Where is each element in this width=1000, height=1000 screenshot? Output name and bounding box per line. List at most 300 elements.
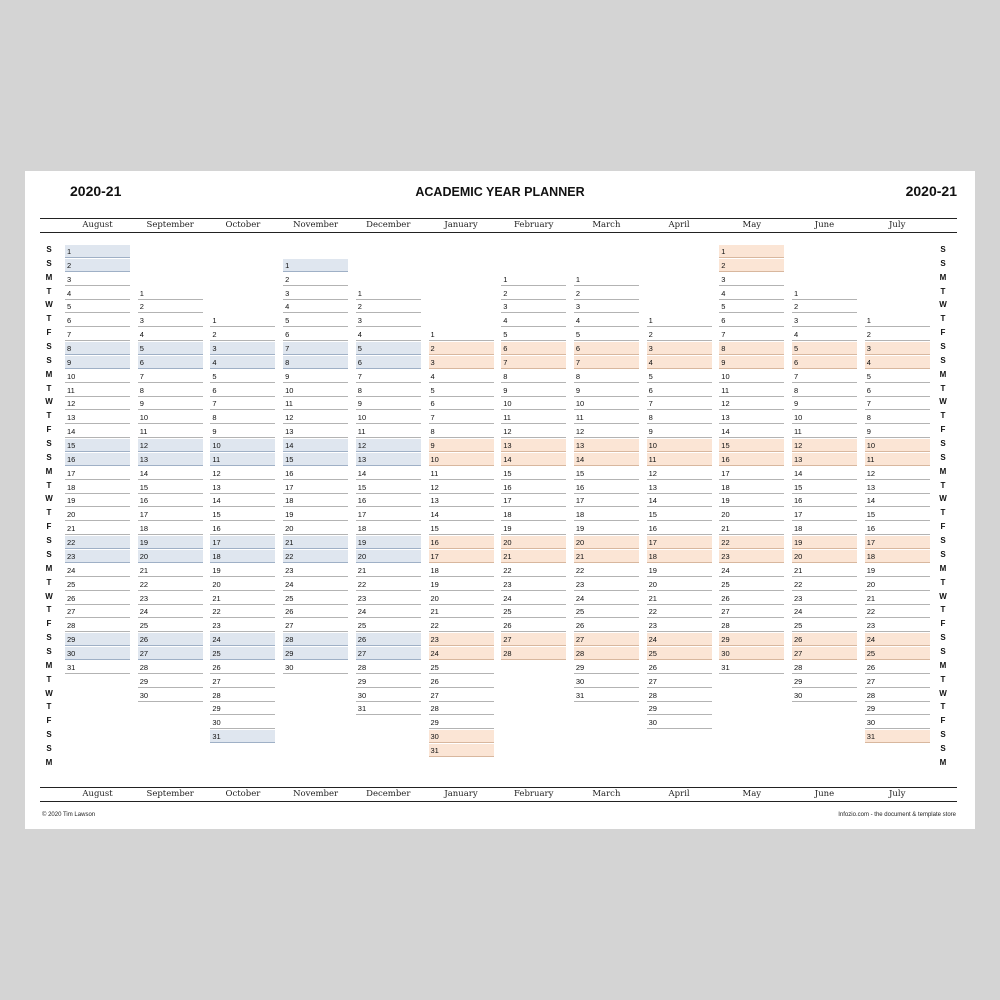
day-cell-september-26[interactable]: 26 bbox=[138, 633, 203, 646]
day-cell-may-2[interactable]: 2 bbox=[719, 259, 784, 272]
day-cell-november-4[interactable]: 4 bbox=[283, 300, 348, 313]
day-cell-november-7[interactable]: 7 bbox=[283, 342, 348, 355]
day-cell-april-5[interactable]: 5 bbox=[647, 370, 712, 383]
day-cell-may-24[interactable]: 24 bbox=[719, 564, 784, 577]
day-cell-october-24[interactable]: 24 bbox=[210, 633, 275, 646]
day-cell-march-29[interactable]: 29 bbox=[574, 661, 639, 674]
day-cell-april-19[interactable]: 19 bbox=[647, 564, 712, 577]
day-cell-april-14[interactable]: 14 bbox=[647, 494, 712, 507]
day-cell-may-17[interactable]: 17 bbox=[719, 467, 784, 480]
day-cell-july-31[interactable]: 31 bbox=[865, 730, 930, 743]
day-cell-december-12[interactable]: 12 bbox=[356, 439, 421, 452]
day-cell-february-2[interactable]: 2 bbox=[501, 287, 566, 300]
day-cell-december-2[interactable]: 2 bbox=[356, 300, 421, 313]
day-cell-november-21[interactable]: 21 bbox=[283, 536, 348, 549]
day-cell-july-3[interactable]: 3 bbox=[865, 342, 930, 355]
day-cell-january-10[interactable]: 10 bbox=[429, 453, 494, 466]
day-cell-august-24[interactable]: 24 bbox=[65, 564, 130, 577]
day-cell-may-23[interactable]: 23 bbox=[719, 550, 784, 563]
day-cell-august-19[interactable]: 19 bbox=[65, 494, 130, 507]
day-cell-february-23[interactable]: 23 bbox=[501, 578, 566, 591]
day-cell-april-22[interactable]: 22 bbox=[647, 605, 712, 618]
day-cell-august-7[interactable]: 7 bbox=[65, 328, 130, 341]
day-cell-april-21[interactable]: 21 bbox=[647, 592, 712, 605]
day-cell-january-21[interactable]: 21 bbox=[429, 605, 494, 618]
day-cell-august-27[interactable]: 27 bbox=[65, 605, 130, 618]
day-cell-january-28[interactable]: 28 bbox=[429, 702, 494, 715]
day-cell-october-26[interactable]: 26 bbox=[210, 661, 275, 674]
day-cell-september-23[interactable]: 23 bbox=[138, 592, 203, 605]
day-cell-august-5[interactable]: 5 bbox=[65, 300, 130, 313]
day-cell-february-14[interactable]: 14 bbox=[501, 453, 566, 466]
day-cell-november-24[interactable]: 24 bbox=[283, 578, 348, 591]
day-cell-december-19[interactable]: 19 bbox=[356, 536, 421, 549]
day-cell-august-15[interactable]: 15 bbox=[65, 439, 130, 452]
day-cell-november-14[interactable]: 14 bbox=[283, 439, 348, 452]
day-cell-july-11[interactable]: 11 bbox=[865, 453, 930, 466]
day-cell-january-6[interactable]: 6 bbox=[429, 397, 494, 410]
day-cell-january-7[interactable]: 7 bbox=[429, 411, 494, 424]
day-cell-march-1[interactable]: 1 bbox=[574, 273, 639, 286]
day-cell-march-25[interactable]: 25 bbox=[574, 605, 639, 618]
day-cell-june-23[interactable]: 23 bbox=[792, 592, 857, 605]
day-cell-august-4[interactable]: 4 bbox=[65, 287, 130, 300]
day-cell-december-17[interactable]: 17 bbox=[356, 508, 421, 521]
day-cell-september-2[interactable]: 2 bbox=[138, 300, 203, 313]
day-cell-july-29[interactable]: 29 bbox=[865, 702, 930, 715]
day-cell-december-3[interactable]: 3 bbox=[356, 314, 421, 327]
day-cell-september-8[interactable]: 8 bbox=[138, 384, 203, 397]
day-cell-may-1[interactable]: 1 bbox=[719, 245, 784, 258]
day-cell-september-7[interactable]: 7 bbox=[138, 370, 203, 383]
day-cell-november-13[interactable]: 13 bbox=[283, 425, 348, 438]
day-cell-august-22[interactable]: 22 bbox=[65, 536, 130, 549]
day-cell-july-26[interactable]: 26 bbox=[865, 661, 930, 674]
day-cell-december-30[interactable]: 30 bbox=[356, 689, 421, 702]
day-cell-july-16[interactable]: 16 bbox=[865, 522, 930, 535]
day-cell-march-5[interactable]: 5 bbox=[574, 328, 639, 341]
day-cell-july-7[interactable]: 7 bbox=[865, 397, 930, 410]
day-cell-april-10[interactable]: 10 bbox=[647, 439, 712, 452]
day-cell-october-12[interactable]: 12 bbox=[210, 467, 275, 480]
day-cell-december-21[interactable]: 21 bbox=[356, 564, 421, 577]
day-cell-december-9[interactable]: 9 bbox=[356, 397, 421, 410]
day-cell-january-3[interactable]: 3 bbox=[429, 356, 494, 369]
day-cell-march-7[interactable]: 7 bbox=[574, 356, 639, 369]
day-cell-may-25[interactable]: 25 bbox=[719, 578, 784, 591]
day-cell-december-15[interactable]: 15 bbox=[356, 481, 421, 494]
day-cell-august-26[interactable]: 26 bbox=[65, 592, 130, 605]
day-cell-december-13[interactable]: 13 bbox=[356, 453, 421, 466]
day-cell-october-10[interactable]: 10 bbox=[210, 439, 275, 452]
day-cell-december-18[interactable]: 18 bbox=[356, 522, 421, 535]
day-cell-january-25[interactable]: 25 bbox=[429, 661, 494, 674]
day-cell-november-5[interactable]: 5 bbox=[283, 314, 348, 327]
day-cell-september-11[interactable]: 11 bbox=[138, 425, 203, 438]
day-cell-february-26[interactable]: 26 bbox=[501, 619, 566, 632]
day-cell-january-19[interactable]: 19 bbox=[429, 578, 494, 591]
day-cell-january-26[interactable]: 26 bbox=[429, 675, 494, 688]
day-cell-june-29[interactable]: 29 bbox=[792, 675, 857, 688]
day-cell-december-6[interactable]: 6 bbox=[356, 356, 421, 369]
day-cell-june-18[interactable]: 18 bbox=[792, 522, 857, 535]
day-cell-may-7[interactable]: 7 bbox=[719, 328, 784, 341]
day-cell-march-19[interactable]: 19 bbox=[574, 522, 639, 535]
day-cell-june-7[interactable]: 7 bbox=[792, 370, 857, 383]
day-cell-july-25[interactable]: 25 bbox=[865, 647, 930, 660]
day-cell-september-3[interactable]: 3 bbox=[138, 314, 203, 327]
day-cell-august-1[interactable]: 1 bbox=[65, 245, 130, 258]
day-cell-march-31[interactable]: 31 bbox=[574, 689, 639, 702]
day-cell-march-20[interactable]: 20 bbox=[574, 536, 639, 549]
day-cell-february-6[interactable]: 6 bbox=[501, 342, 566, 355]
day-cell-january-15[interactable]: 15 bbox=[429, 522, 494, 535]
day-cell-august-9[interactable]: 9 bbox=[65, 356, 130, 369]
day-cell-december-16[interactable]: 16 bbox=[356, 494, 421, 507]
day-cell-may-3[interactable]: 3 bbox=[719, 273, 784, 286]
day-cell-july-1[interactable]: 1 bbox=[865, 314, 930, 327]
day-cell-january-8[interactable]: 8 bbox=[429, 425, 494, 438]
day-cell-october-21[interactable]: 21 bbox=[210, 592, 275, 605]
day-cell-march-13[interactable]: 13 bbox=[574, 439, 639, 452]
day-cell-november-27[interactable]: 27 bbox=[283, 619, 348, 632]
day-cell-october-15[interactable]: 15 bbox=[210, 508, 275, 521]
day-cell-june-12[interactable]: 12 bbox=[792, 439, 857, 452]
day-cell-august-12[interactable]: 12 bbox=[65, 397, 130, 410]
day-cell-december-1[interactable]: 1 bbox=[356, 287, 421, 300]
day-cell-august-6[interactable]: 6 bbox=[65, 314, 130, 327]
day-cell-june-10[interactable]: 10 bbox=[792, 411, 857, 424]
day-cell-august-16[interactable]: 16 bbox=[65, 453, 130, 466]
day-cell-october-20[interactable]: 20 bbox=[210, 578, 275, 591]
day-cell-march-14[interactable]: 14 bbox=[574, 453, 639, 466]
day-cell-september-5[interactable]: 5 bbox=[138, 342, 203, 355]
day-cell-august-10[interactable]: 10 bbox=[65, 370, 130, 383]
day-cell-september-18[interactable]: 18 bbox=[138, 522, 203, 535]
day-cell-april-18[interactable]: 18 bbox=[647, 550, 712, 563]
day-cell-november-12[interactable]: 12 bbox=[283, 411, 348, 424]
day-cell-december-14[interactable]: 14 bbox=[356, 467, 421, 480]
day-cell-september-6[interactable]: 6 bbox=[138, 356, 203, 369]
day-cell-august-21[interactable]: 21 bbox=[65, 522, 130, 535]
day-cell-april-2[interactable]: 2 bbox=[647, 328, 712, 341]
day-cell-november-19[interactable]: 19 bbox=[283, 508, 348, 521]
day-cell-november-1[interactable]: 1 bbox=[283, 259, 348, 272]
day-cell-november-2[interactable]: 2 bbox=[283, 273, 348, 286]
day-cell-august-14[interactable]: 14 bbox=[65, 425, 130, 438]
day-cell-august-29[interactable]: 29 bbox=[65, 633, 130, 646]
day-cell-february-3[interactable]: 3 bbox=[501, 300, 566, 313]
day-cell-february-5[interactable]: 5 bbox=[501, 328, 566, 341]
day-cell-june-17[interactable]: 17 bbox=[792, 508, 857, 521]
day-cell-february-1[interactable]: 1 bbox=[501, 273, 566, 286]
day-cell-december-26[interactable]: 26 bbox=[356, 633, 421, 646]
day-cell-may-5[interactable]: 5 bbox=[719, 300, 784, 313]
day-cell-april-9[interactable]: 9 bbox=[647, 425, 712, 438]
day-cell-july-20[interactable]: 20 bbox=[865, 578, 930, 591]
day-cell-march-22[interactable]: 22 bbox=[574, 564, 639, 577]
day-cell-january-13[interactable]: 13 bbox=[429, 494, 494, 507]
day-cell-january-27[interactable]: 27 bbox=[429, 689, 494, 702]
day-cell-november-8[interactable]: 8 bbox=[283, 356, 348, 369]
day-cell-june-19[interactable]: 19 bbox=[792, 536, 857, 549]
day-cell-june-21[interactable]: 21 bbox=[792, 564, 857, 577]
day-cell-october-27[interactable]: 27 bbox=[210, 675, 275, 688]
day-cell-october-23[interactable]: 23 bbox=[210, 619, 275, 632]
day-cell-march-26[interactable]: 26 bbox=[574, 619, 639, 632]
day-cell-march-15[interactable]: 15 bbox=[574, 467, 639, 480]
day-cell-april-17[interactable]: 17 bbox=[647, 536, 712, 549]
day-cell-april-6[interactable]: 6 bbox=[647, 384, 712, 397]
day-cell-september-4[interactable]: 4 bbox=[138, 328, 203, 341]
day-cell-january-30[interactable]: 30 bbox=[429, 730, 494, 743]
day-cell-january-23[interactable]: 23 bbox=[429, 633, 494, 646]
day-cell-november-9[interactable]: 9 bbox=[283, 370, 348, 383]
day-cell-december-31[interactable]: 31 bbox=[356, 702, 421, 715]
day-cell-january-4[interactable]: 4 bbox=[429, 370, 494, 383]
day-cell-may-29[interactable]: 29 bbox=[719, 633, 784, 646]
day-cell-september-12[interactable]: 12 bbox=[138, 439, 203, 452]
day-cell-march-2[interactable]: 2 bbox=[574, 287, 639, 300]
day-cell-july-14[interactable]: 14 bbox=[865, 494, 930, 507]
day-cell-may-8[interactable]: 8 bbox=[719, 342, 784, 355]
day-cell-january-29[interactable]: 29 bbox=[429, 716, 494, 729]
day-cell-may-15[interactable]: 15 bbox=[719, 439, 784, 452]
day-cell-february-17[interactable]: 17 bbox=[501, 494, 566, 507]
day-cell-march-28[interactable]: 28 bbox=[574, 647, 639, 660]
day-cell-may-12[interactable]: 12 bbox=[719, 397, 784, 410]
day-cell-november-25[interactable]: 25 bbox=[283, 592, 348, 605]
day-cell-june-5[interactable]: 5 bbox=[792, 342, 857, 355]
day-cell-december-11[interactable]: 11 bbox=[356, 425, 421, 438]
day-cell-april-11[interactable]: 11 bbox=[647, 453, 712, 466]
day-cell-january-16[interactable]: 16 bbox=[429, 536, 494, 549]
day-cell-march-18[interactable]: 18 bbox=[574, 508, 639, 521]
day-cell-august-17[interactable]: 17 bbox=[65, 467, 130, 480]
day-cell-august-8[interactable]: 8 bbox=[65, 342, 130, 355]
day-cell-december-8[interactable]: 8 bbox=[356, 384, 421, 397]
day-cell-september-29[interactable]: 29 bbox=[138, 675, 203, 688]
day-cell-november-28[interactable]: 28 bbox=[283, 633, 348, 646]
day-cell-november-26[interactable]: 26 bbox=[283, 605, 348, 618]
day-cell-march-9[interactable]: 9 bbox=[574, 384, 639, 397]
day-cell-june-11[interactable]: 11 bbox=[792, 425, 857, 438]
day-cell-september-28[interactable]: 28 bbox=[138, 661, 203, 674]
day-cell-september-22[interactable]: 22 bbox=[138, 578, 203, 591]
day-cell-may-21[interactable]: 21 bbox=[719, 522, 784, 535]
day-cell-september-15[interactable]: 15 bbox=[138, 481, 203, 494]
day-cell-may-22[interactable]: 22 bbox=[719, 536, 784, 549]
day-cell-january-1[interactable]: 1 bbox=[429, 328, 494, 341]
day-cell-march-12[interactable]: 12 bbox=[574, 425, 639, 438]
day-cell-june-20[interactable]: 20 bbox=[792, 550, 857, 563]
day-cell-april-30[interactable]: 30 bbox=[647, 716, 712, 729]
day-cell-june-4[interactable]: 4 bbox=[792, 328, 857, 341]
day-cell-june-9[interactable]: 9 bbox=[792, 397, 857, 410]
day-cell-august-2[interactable]: 2 bbox=[65, 259, 130, 272]
day-cell-february-13[interactable]: 13 bbox=[501, 439, 566, 452]
day-cell-october-22[interactable]: 22 bbox=[210, 605, 275, 618]
day-cell-april-4[interactable]: 4 bbox=[647, 356, 712, 369]
day-cell-september-9[interactable]: 9 bbox=[138, 397, 203, 410]
day-cell-march-3[interactable]: 3 bbox=[574, 300, 639, 313]
day-cell-february-22[interactable]: 22 bbox=[501, 564, 566, 577]
day-cell-october-18[interactable]: 18 bbox=[210, 550, 275, 563]
day-cell-february-16[interactable]: 16 bbox=[501, 481, 566, 494]
day-cell-may-31[interactable]: 31 bbox=[719, 661, 784, 674]
day-cell-september-13[interactable]: 13 bbox=[138, 453, 203, 466]
day-cell-november-11[interactable]: 11 bbox=[283, 397, 348, 410]
day-cell-april-29[interactable]: 29 bbox=[647, 702, 712, 715]
day-cell-april-24[interactable]: 24 bbox=[647, 633, 712, 646]
day-cell-july-21[interactable]: 21 bbox=[865, 592, 930, 605]
day-cell-july-8[interactable]: 8 bbox=[865, 411, 930, 424]
day-cell-august-23[interactable]: 23 bbox=[65, 550, 130, 563]
day-cell-february-12[interactable]: 12 bbox=[501, 425, 566, 438]
day-cell-october-19[interactable]: 19 bbox=[210, 564, 275, 577]
day-cell-june-3[interactable]: 3 bbox=[792, 314, 857, 327]
day-cell-august-11[interactable]: 11 bbox=[65, 384, 130, 397]
day-cell-january-12[interactable]: 12 bbox=[429, 481, 494, 494]
day-cell-september-19[interactable]: 19 bbox=[138, 536, 203, 549]
day-cell-february-7[interactable]: 7 bbox=[501, 356, 566, 369]
day-cell-october-31[interactable]: 31 bbox=[210, 730, 275, 743]
day-cell-october-2[interactable]: 2 bbox=[210, 328, 275, 341]
day-cell-august-30[interactable]: 30 bbox=[65, 647, 130, 660]
day-cell-february-9[interactable]: 9 bbox=[501, 384, 566, 397]
day-cell-november-22[interactable]: 22 bbox=[283, 550, 348, 563]
day-cell-october-8[interactable]: 8 bbox=[210, 411, 275, 424]
day-cell-july-6[interactable]: 6 bbox=[865, 384, 930, 397]
day-cell-october-11[interactable]: 11 bbox=[210, 453, 275, 466]
day-cell-april-7[interactable]: 7 bbox=[647, 397, 712, 410]
day-cell-july-5[interactable]: 5 bbox=[865, 370, 930, 383]
day-cell-february-15[interactable]: 15 bbox=[501, 467, 566, 480]
day-cell-july-23[interactable]: 23 bbox=[865, 619, 930, 632]
day-cell-december-28[interactable]: 28 bbox=[356, 661, 421, 674]
day-cell-july-22[interactable]: 22 bbox=[865, 605, 930, 618]
day-cell-may-4[interactable]: 4 bbox=[719, 287, 784, 300]
day-cell-october-16[interactable]: 16 bbox=[210, 522, 275, 535]
day-cell-july-9[interactable]: 9 bbox=[865, 425, 930, 438]
day-cell-may-9[interactable]: 9 bbox=[719, 356, 784, 369]
day-cell-january-5[interactable]: 5 bbox=[429, 384, 494, 397]
day-cell-march-17[interactable]: 17 bbox=[574, 494, 639, 507]
day-cell-february-10[interactable]: 10 bbox=[501, 397, 566, 410]
day-cell-february-24[interactable]: 24 bbox=[501, 592, 566, 605]
day-cell-april-16[interactable]: 16 bbox=[647, 522, 712, 535]
day-cell-march-10[interactable]: 10 bbox=[574, 397, 639, 410]
day-cell-april-28[interactable]: 28 bbox=[647, 689, 712, 702]
day-cell-july-24[interactable]: 24 bbox=[865, 633, 930, 646]
day-cell-october-6[interactable]: 6 bbox=[210, 384, 275, 397]
day-cell-may-10[interactable]: 10 bbox=[719, 370, 784, 383]
day-cell-october-17[interactable]: 17 bbox=[210, 536, 275, 549]
day-cell-january-11[interactable]: 11 bbox=[429, 467, 494, 480]
day-cell-august-18[interactable]: 18 bbox=[65, 481, 130, 494]
day-cell-october-14[interactable]: 14 bbox=[210, 494, 275, 507]
day-cell-october-30[interactable]: 30 bbox=[210, 716, 275, 729]
day-cell-april-23[interactable]: 23 bbox=[647, 619, 712, 632]
day-cell-september-17[interactable]: 17 bbox=[138, 508, 203, 521]
day-cell-april-12[interactable]: 12 bbox=[647, 467, 712, 480]
day-cell-january-20[interactable]: 20 bbox=[429, 592, 494, 605]
day-cell-august-25[interactable]: 25 bbox=[65, 578, 130, 591]
day-cell-june-14[interactable]: 14 bbox=[792, 467, 857, 480]
day-cell-june-25[interactable]: 25 bbox=[792, 619, 857, 632]
day-cell-october-1[interactable]: 1 bbox=[210, 314, 275, 327]
day-cell-february-18[interactable]: 18 bbox=[501, 508, 566, 521]
day-cell-june-13[interactable]: 13 bbox=[792, 453, 857, 466]
day-cell-june-30[interactable]: 30 bbox=[792, 689, 857, 702]
day-cell-october-9[interactable]: 9 bbox=[210, 425, 275, 438]
day-cell-june-15[interactable]: 15 bbox=[792, 481, 857, 494]
day-cell-july-2[interactable]: 2 bbox=[865, 328, 930, 341]
day-cell-november-23[interactable]: 23 bbox=[283, 564, 348, 577]
day-cell-october-5[interactable]: 5 bbox=[210, 370, 275, 383]
day-cell-september-24[interactable]: 24 bbox=[138, 605, 203, 618]
day-cell-january-18[interactable]: 18 bbox=[429, 564, 494, 577]
day-cell-may-11[interactable]: 11 bbox=[719, 384, 784, 397]
day-cell-march-16[interactable]: 16 bbox=[574, 481, 639, 494]
day-cell-january-22[interactable]: 22 bbox=[429, 619, 494, 632]
day-cell-november-16[interactable]: 16 bbox=[283, 467, 348, 480]
day-cell-june-26[interactable]: 26 bbox=[792, 633, 857, 646]
day-cell-january-2[interactable]: 2 bbox=[429, 342, 494, 355]
day-cell-november-15[interactable]: 15 bbox=[283, 453, 348, 466]
day-cell-january-31[interactable]: 31 bbox=[429, 744, 494, 757]
day-cell-february-28[interactable]: 28 bbox=[501, 647, 566, 660]
day-cell-may-14[interactable]: 14 bbox=[719, 425, 784, 438]
day-cell-june-2[interactable]: 2 bbox=[792, 300, 857, 313]
day-cell-july-30[interactable]: 30 bbox=[865, 716, 930, 729]
day-cell-december-25[interactable]: 25 bbox=[356, 619, 421, 632]
day-cell-july-4[interactable]: 4 bbox=[865, 356, 930, 369]
day-cell-may-20[interactable]: 20 bbox=[719, 508, 784, 521]
day-cell-july-13[interactable]: 13 bbox=[865, 481, 930, 494]
day-cell-november-6[interactable]: 6 bbox=[283, 328, 348, 341]
day-cell-january-17[interactable]: 17 bbox=[429, 550, 494, 563]
day-cell-april-25[interactable]: 25 bbox=[647, 647, 712, 660]
day-cell-february-21[interactable]: 21 bbox=[501, 550, 566, 563]
day-cell-september-30[interactable]: 30 bbox=[138, 689, 203, 702]
day-cell-december-5[interactable]: 5 bbox=[356, 342, 421, 355]
day-cell-may-30[interactable]: 30 bbox=[719, 647, 784, 660]
day-cell-march-30[interactable]: 30 bbox=[574, 675, 639, 688]
day-cell-april-26[interactable]: 26 bbox=[647, 661, 712, 674]
day-cell-july-12[interactable]: 12 bbox=[865, 467, 930, 480]
day-cell-december-22[interactable]: 22 bbox=[356, 578, 421, 591]
day-cell-december-27[interactable]: 27 bbox=[356, 647, 421, 660]
day-cell-march-4[interactable]: 4 bbox=[574, 314, 639, 327]
day-cell-november-18[interactable]: 18 bbox=[283, 494, 348, 507]
day-cell-september-20[interactable]: 20 bbox=[138, 550, 203, 563]
day-cell-may-13[interactable]: 13 bbox=[719, 411, 784, 424]
day-cell-december-4[interactable]: 4 bbox=[356, 328, 421, 341]
day-cell-february-19[interactable]: 19 bbox=[501, 522, 566, 535]
day-cell-october-4[interactable]: 4 bbox=[210, 356, 275, 369]
day-cell-june-1[interactable]: 1 bbox=[792, 287, 857, 300]
day-cell-november-17[interactable]: 17 bbox=[283, 481, 348, 494]
day-cell-april-15[interactable]: 15 bbox=[647, 508, 712, 521]
day-cell-july-28[interactable]: 28 bbox=[865, 689, 930, 702]
day-cell-august-31[interactable]: 31 bbox=[65, 661, 130, 674]
day-cell-march-11[interactable]: 11 bbox=[574, 411, 639, 424]
day-cell-june-6[interactable]: 6 bbox=[792, 356, 857, 369]
day-cell-february-25[interactable]: 25 bbox=[501, 605, 566, 618]
day-cell-july-19[interactable]: 19 bbox=[865, 564, 930, 577]
day-cell-december-23[interactable]: 23 bbox=[356, 592, 421, 605]
